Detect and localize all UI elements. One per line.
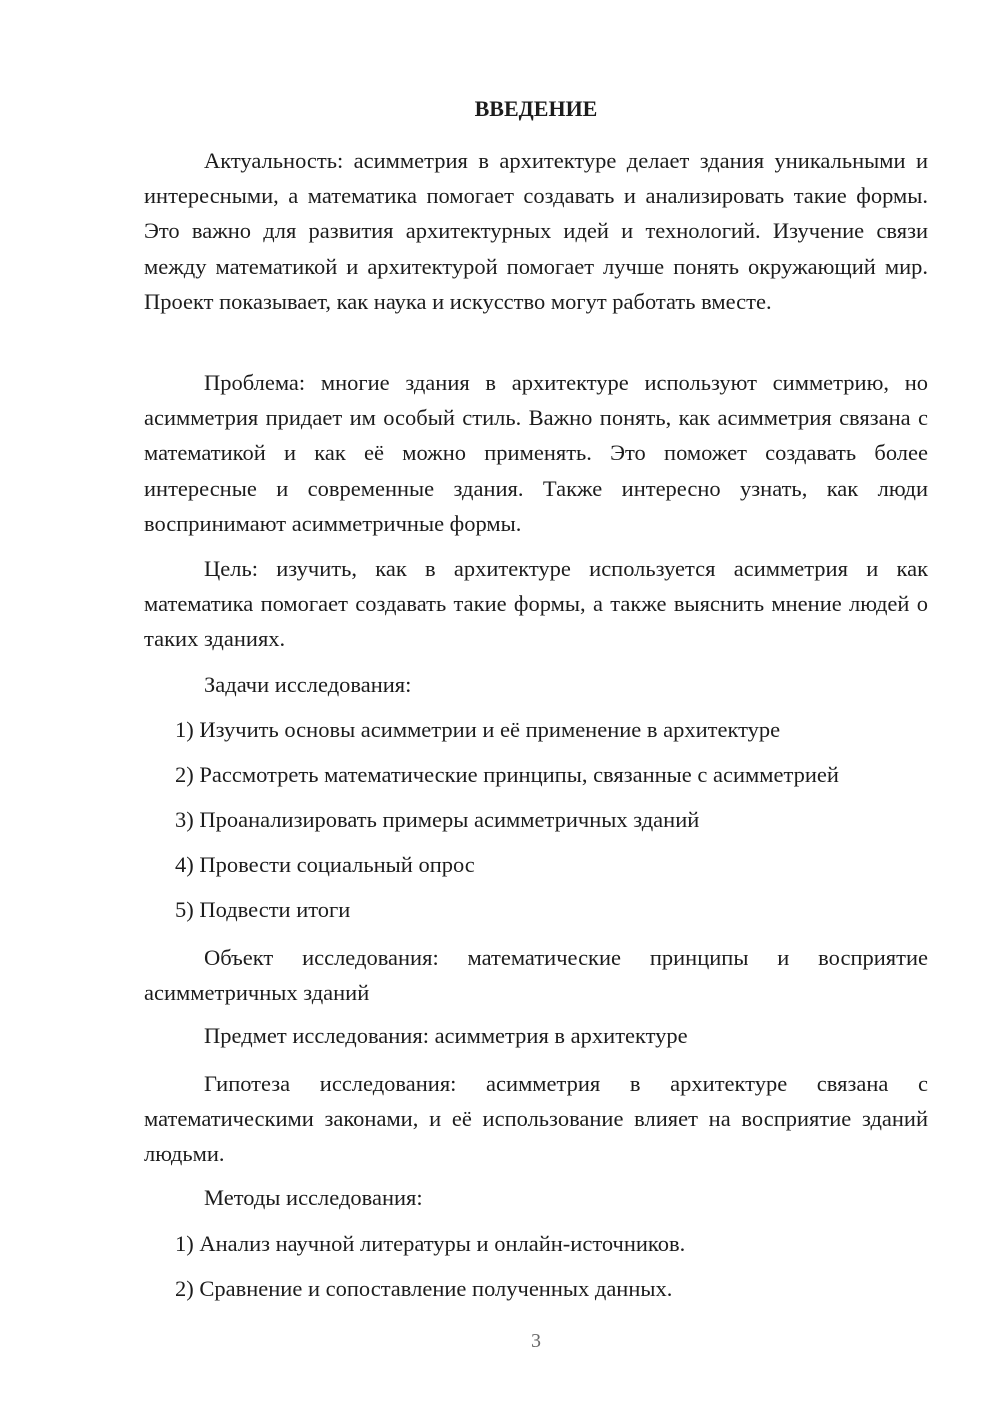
task-item-4: 4) Провести социальный опрос [175, 852, 475, 877]
tasks-heading [144, 670, 928, 700]
page-number: 3 [531, 1330, 541, 1352]
problem-text: Проблема: многие здания в архитектуре используют симметрию, но асимметрия придает им особый стиль. Важно понять, как асимметрия связана с математикой и как её можно применять. Это поможет создавать более интересные и современные здания. Также интересно узнать, как люди воспринимают асимметричные формы. [144, 370, 928, 536]
task-item-5: 5) Подвести итоги [175, 897, 351, 922]
relevance-text: Актуальность: асимметрия в архитектуре делает здания уникальными и интересными, а математика помогает создавать и анализировать такие формы. Это важно для развития архитектурных идей и технологий. Изучение связи между математикой и архитектурой помогает лучше понять окружающий мир. Проект показывает, как наука и искусство могут работать вместе. [144, 148, 928, 314]
tasks-heading-text: Задачи исследования: [204, 672, 412, 697]
goal-text: Цель: изучить, как в архитектуре используется асимметрия и как математика помогает создавать такие формы, а также выяснить мнение людей о таких зданиях. [144, 556, 928, 652]
section-title: ВВЕДЕНИЕ [474, 96, 598, 121]
task-item-1: 1) Изучить основы асимметрии и её применение в архитектуре [175, 717, 781, 742]
method-item-1: 1) Анализ научной литературы и онлайн-источников. [175, 1231, 686, 1256]
goal-paragraph [144, 551, 928, 657]
problem-paragraph [144, 365, 928, 541]
subject-text: Предмет исследования: асимметрия в архитектуре [204, 1023, 688, 1048]
object-paragraph [144, 940, 928, 1010]
methods-heading [144, 1183, 928, 1213]
task-item-3: 3) Проанализировать примеры асимметричных зданий [175, 807, 700, 832]
relevance-paragraph [144, 143, 928, 319]
method-item-2: 2) Сравнение и сопоставление полученных данных. [175, 1276, 673, 1301]
hypothesis-paragraph [144, 1066, 928, 1172]
object-text: Объект исследования: математические принципы и восприятие асимметричных зданий [144, 945, 928, 1006]
methods-heading-text: Методы исследования: [204, 1185, 423, 1210]
hypothesis-text: Гипотеза исследования: асимметрия в архитектуре связана с математическими законами, и её использование влияет на восприятие зданий людьми. [144, 1071, 928, 1167]
task-item-2: 2) Рассмотреть математические принципы, связанные с асимметрией [175, 762, 839, 787]
subject-paragraph [144, 1021, 928, 1051]
